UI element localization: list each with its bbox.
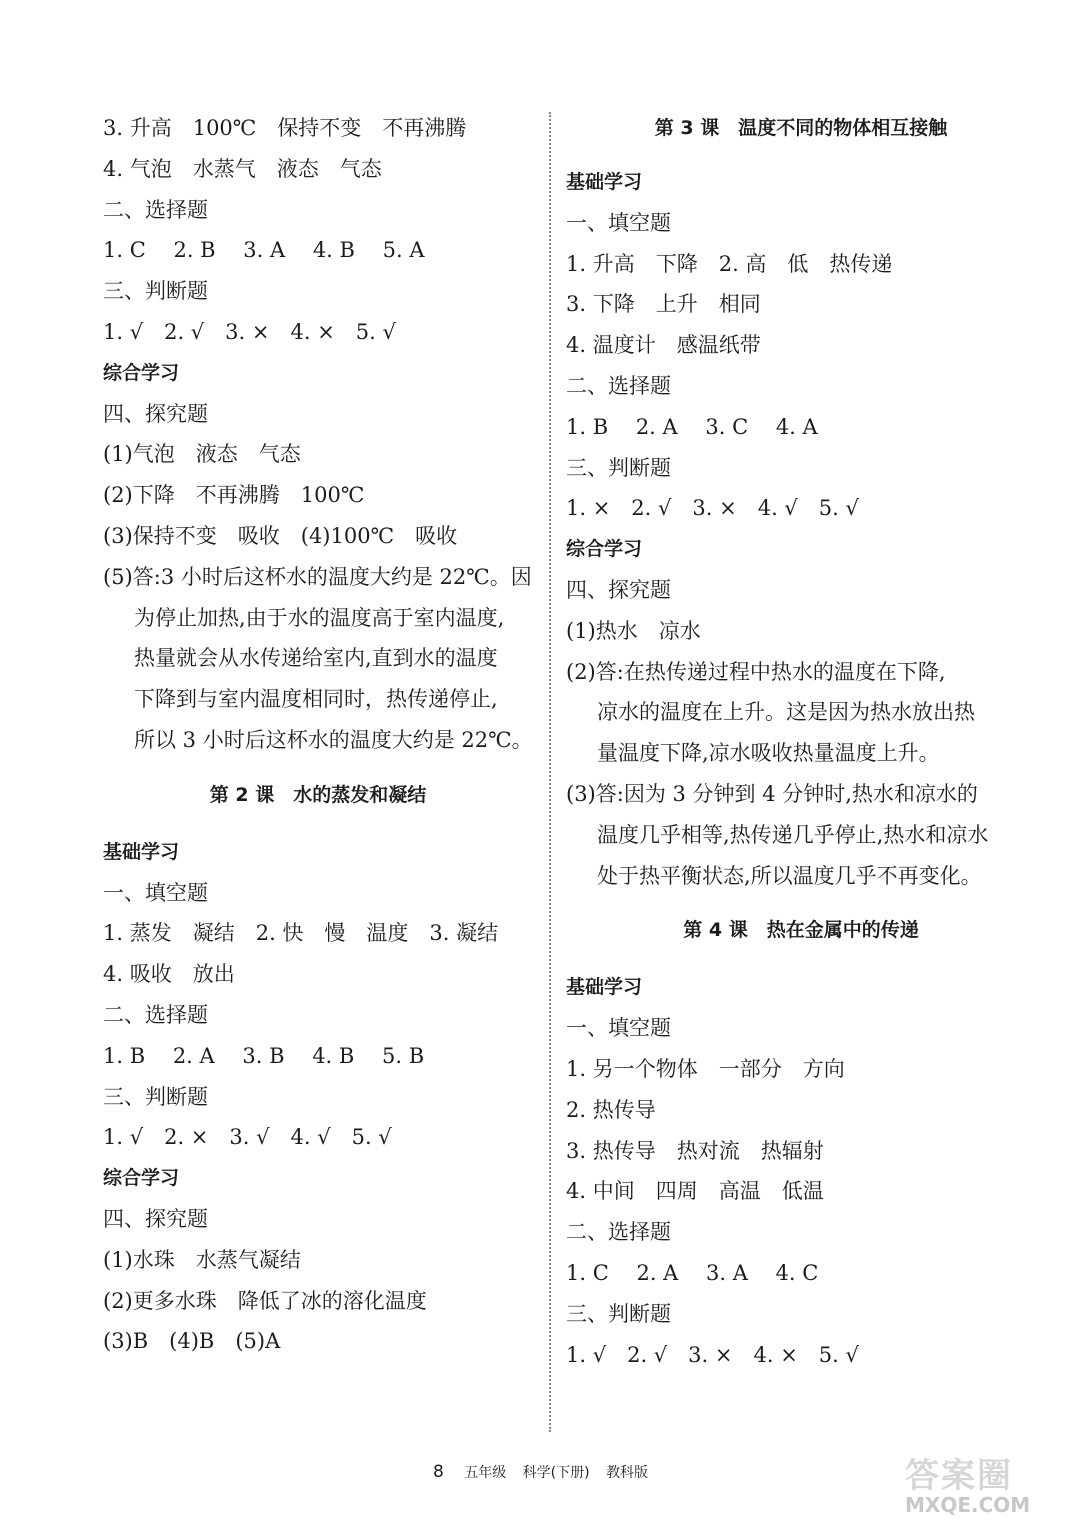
page-number: 8 [432, 1462, 444, 1482]
section-heading: 二、选择题 [103, 197, 208, 222]
answer-label: (3) [566, 781, 596, 806]
section-heading: 综合学习 [566, 538, 643, 561]
answer-line: (1)气泡 液态 气态 [103, 442, 301, 467]
answer-line: 温度几乎相等,热传递几乎停止,热水和凉水 [597, 822, 989, 847]
lesson-title: 第 4 课 热在金属中的传递 [683, 919, 919, 942]
section-heading: 四、探究题 [103, 1206, 208, 1231]
answer-line: 1. C 2. A 3. A 4. C [566, 1260, 819, 1285]
answer-line: 1. 另一个物体 一部分 方向 [566, 1056, 845, 1081]
answer-line: 凉水的温度在上升。这是因为热水放出热 [597, 700, 975, 725]
answer-text: 答:3 小时后这杯水的温度大约是 22℃。因 [132, 564, 532, 589]
section-heading: 三、判断题 [566, 1301, 671, 1326]
section-heading: 二、选择题 [103, 1002, 208, 1027]
answer-line: (3)B (4)B (5)A [103, 1329, 281, 1354]
answer-line: 1. B 2. A 3. C 4. A [566, 414, 818, 439]
answer-line: 2. 热传导 [566, 1097, 656, 1122]
section-heading: 基础学习 [566, 171, 643, 193]
lesson-title: 第 2 课 水的蒸发和凝结 [209, 783, 427, 806]
answer-line: (2)下降 不再沸腾 100℃ [103, 483, 365, 508]
answer-line: (3)保持不变 吸收 (4)100℃ 吸收 [103, 523, 458, 548]
answer-line [103, 557, 533, 598]
section-heading: 三、判断题 [566, 455, 671, 480]
section-heading: 二、选择题 [566, 373, 671, 398]
answer-line: 1. C 2. B 3. A 4. B 5. A [103, 238, 425, 263]
section-heading: 三、判断题 [103, 279, 208, 304]
section-heading: 基础学习 [103, 840, 180, 863]
section-heading: 综合学习 [103, 361, 180, 384]
answer-line: 3. 热传导 热对流 热辐射 [566, 1138, 824, 1163]
answer-text: 答:在热传递过程中热水的温度在下降, [595, 659, 946, 684]
section-heading: 一、填空题 [103, 880, 208, 905]
section-heading: 四、探究题 [566, 577, 671, 602]
answer-line [566, 774, 1036, 815]
answer-line: 1. √ 2. √ 3. × 4. × 5. √ [566, 1342, 859, 1367]
watermark-logo: 答案圈 [905, 1456, 1013, 1496]
answer-line: 4. 气泡 水蒸气 液态 气态 [103, 156, 382, 181]
lesson-title: 第 3 课 温度不同的物体相互接触 [654, 117, 948, 139]
section-heading: 一、填空题 [566, 210, 671, 235]
answer-line: 1. × 2. √ 3. × 4. √ 5. √ [566, 496, 859, 521]
watermark-url: MXQE.COM [905, 1493, 1031, 1517]
footer-grade: 五年级 [464, 1465, 507, 1481]
footer-edition: 教科版 [606, 1465, 649, 1481]
answer-line: 3. 升高 100℃ 保持不变 不再沸腾 [103, 116, 467, 140]
watermark [905, 1448, 1075, 1528]
left-column [103, 108, 533, 1362]
section-heading: 基础学习 [566, 976, 643, 999]
answer-line [566, 652, 1036, 693]
answer-label: (2) [566, 659, 596, 684]
section-heading: 综合学习 [103, 1167, 180, 1190]
answer-line: 量温度下降,凉水吸收热量温度上升。 [597, 741, 940, 766]
answer-line: 3. 下降 上升 相同 [566, 292, 761, 317]
section-heading: 三、判断题 [103, 1084, 208, 1109]
answer-text: 答:因为 3 分钟到 4 分钟时,热水和凉水的 [595, 781, 978, 806]
answer-line: 1. √ 2. √ 3. × 4. × 5. √ [103, 319, 396, 344]
right-column [566, 108, 1036, 1375]
answer-line: 下降到与室内温度相同时，热传递停止, [134, 687, 498, 712]
column-divider [549, 112, 551, 1432]
answer-line: 1. √ 2. × 3. √ 4. √ 5. √ [103, 1125, 392, 1150]
answer-line: 所以 3 小时后这杯水的温度大约是 22℃。 [134, 727, 533, 752]
answer-line: (2)更多水珠 降低了冰的溶化温度 [103, 1288, 427, 1313]
section-heading: 一、填空题 [566, 1016, 671, 1041]
section-heading: 二、选择题 [566, 1220, 671, 1245]
footer-subject: 科学(下册) [522, 1465, 590, 1481]
answer-line: 1. 升高 下降 2. 高 低 热传递 [566, 251, 893, 276]
answer-line: 4. 中间 四周 高温 低温 [566, 1179, 824, 1204]
section-heading: 四、探究题 [103, 401, 208, 426]
answer-line: 热量就会从水传递给室内,直到水的温度 [134, 646, 498, 671]
answer-line: 4. 温度计 感温纸带 [566, 333, 761, 358]
answer-line: (1)热水 凉水 [566, 618, 701, 643]
answer-label: (5) [103, 564, 133, 589]
answer-line: 处于热平衡状态,所以温度几乎不再变化。 [597, 863, 982, 888]
answer-line: 为停止加热,由于水的温度高于室内温度, [134, 605, 505, 630]
answer-line: (1)水珠 水蒸气凝结 [103, 1247, 301, 1272]
answer-line: 1. 蒸发 凝结 2. 快 慢 温度 3. 凝结 [103, 921, 499, 946]
answer-line: 1. B 2. A 3. B 4. B 5. B [103, 1043, 425, 1068]
answer-line: 4. 吸收 放出 [103, 962, 235, 987]
